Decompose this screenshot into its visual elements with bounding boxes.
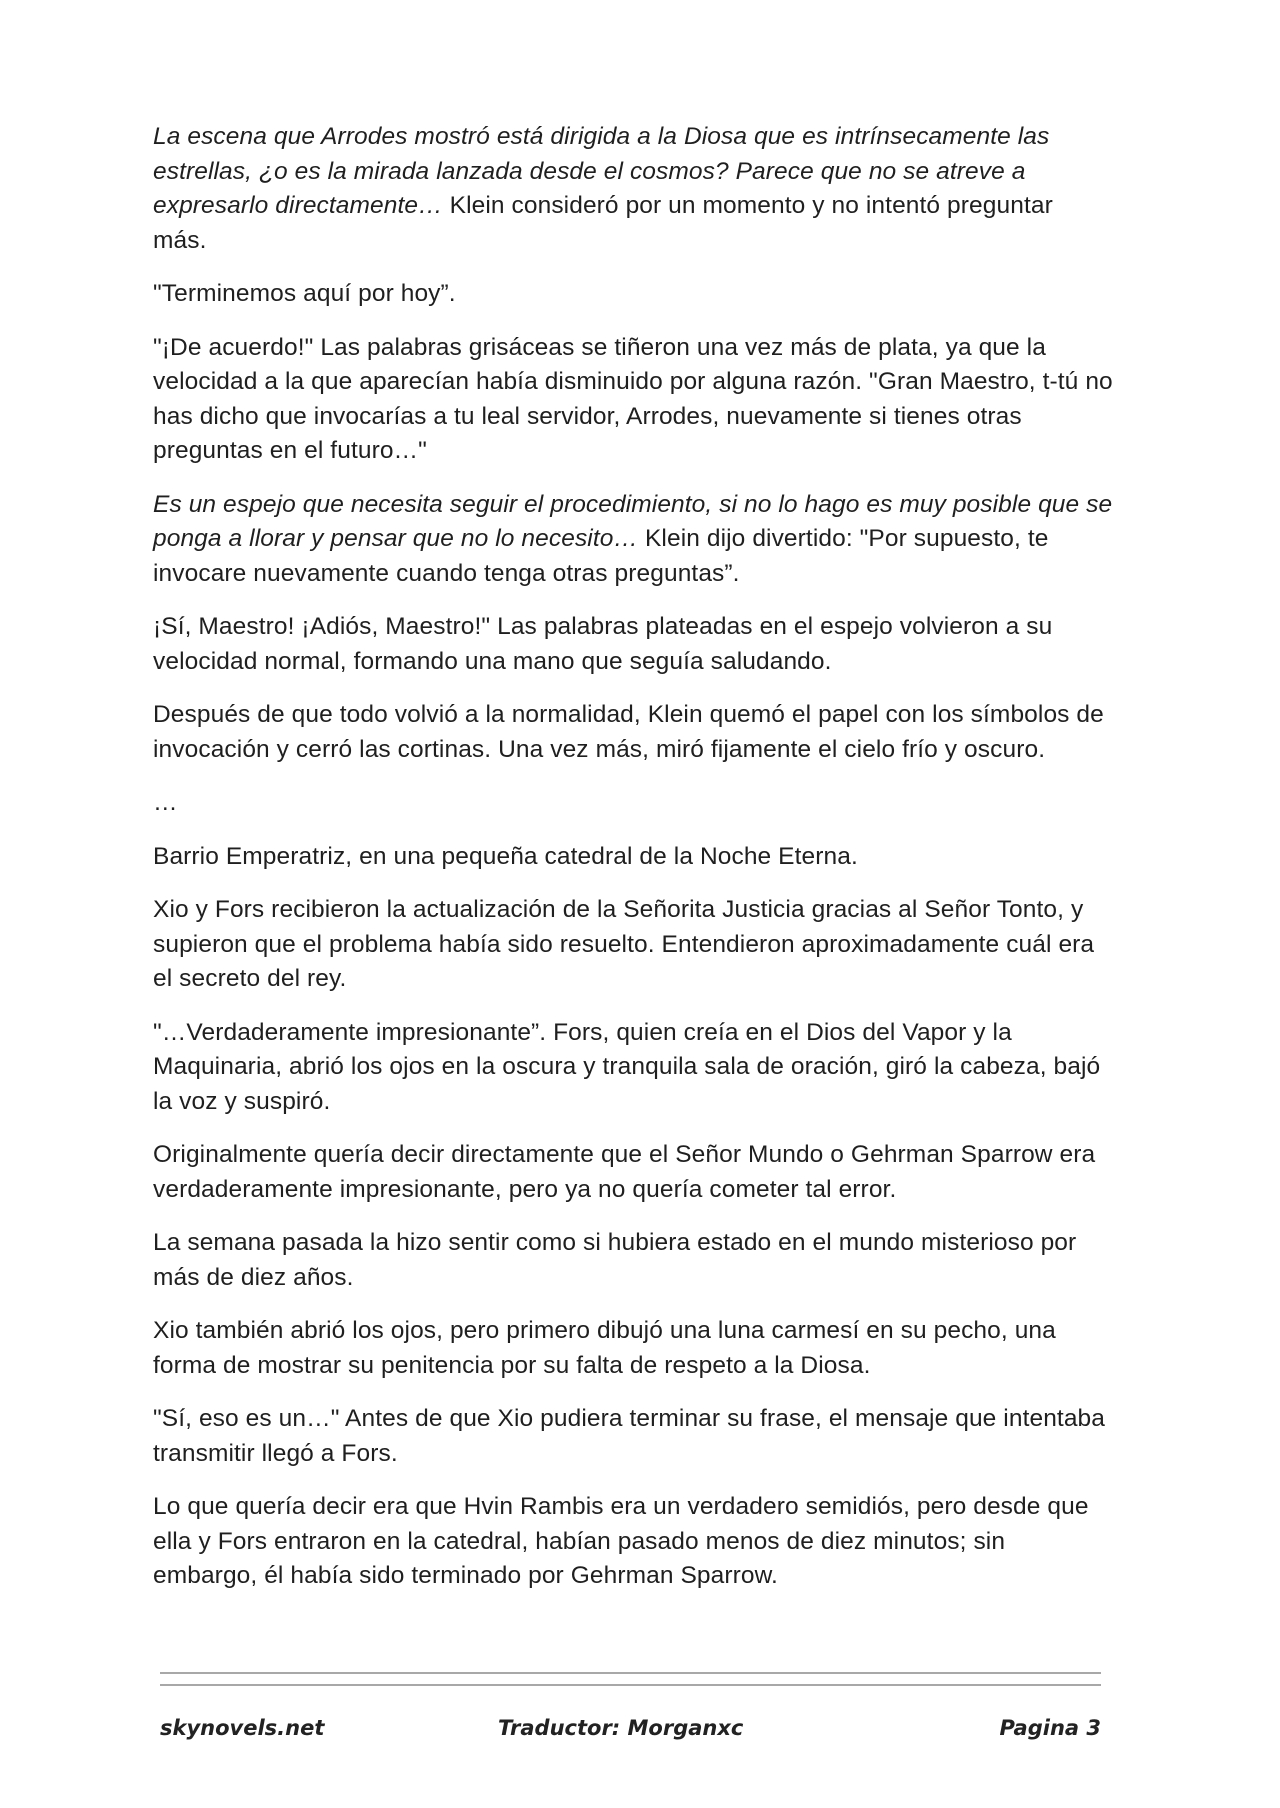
footer-translator: Traductor: Morganxc — [498, 1716, 744, 1740]
paragraph-6 — [153, 698, 1113, 767]
paragraph-10 — [153, 1016, 1113, 1120]
paragraph-8-text: Barrio Emperatriz, en una pequeña catedral de la Noche Eterna. — [153, 842, 858, 870]
paragraph-2-text: "Terminemos aquí por hoy”. — [153, 280, 456, 307]
paragraph-13 — [153, 1314, 1113, 1383]
paragraph-9-text: Xio y Fors recibieron la actualización de la Señorita Justicia gracias al Señor Tonto, y supieron que el problema había sido resuelto. Entendieron aproximadamente cuál era el secreto del rey. — [153, 896, 1095, 992]
paragraph-1 — [153, 120, 1113, 258]
footer-divider-bottom — [160, 1684, 1101, 1686]
paragraph-11-text: Originalmente quería decir directamente que el Señor Mundo o Gehrman Sparrow era verdaderamente impresionante, pero ya no quería cometer tal error. — [153, 1141, 1096, 1203]
document-body — [153, 120, 1113, 1613]
paragraph-7-text: … — [153, 789, 178, 816]
paragraph-4-italic: Es un espejo que necesita seguir el procedimiento, si no lo hago es muy posible que se ponga a llorar y pensar que no lo necesito… — [153, 490, 1113, 552]
paragraph-15 — [153, 1490, 1113, 1594]
paragraph-1-text: Klein consideró por un momento y no intentó preguntar más. — [153, 192, 1053, 254]
paragraph-9 — [153, 893, 1113, 997]
paragraph-12 — [153, 1226, 1113, 1295]
paragraph-5-text: ¡Sí, Maestro! ¡Adiós, Maestro!" Las palabras plateadas en el espejo volvieron a su velocidad normal, formando una mano que seguía saludando. — [153, 613, 1053, 675]
paragraph-12-text: La semana pasada la hizo sentir como si hubiera estado en el mundo misterioso por más de diez años. — [153, 1229, 1077, 1291]
paragraph-1-italic: La escena que Arrodes mostró está dirigida a la Diosa que es intrínsecamente las estrellas, ¿o es la mirada lanzada desde el cosmos? Parece que no se atreve a expresarlo directamente… — [153, 123, 1050, 219]
paragraph-7-ellipsis — [153, 786, 1113, 821]
paragraph-11 — [153, 1138, 1113, 1207]
paragraph-8 — [153, 840, 1113, 875]
paragraph-5 — [153, 610, 1113, 679]
paragraph-2 — [153, 277, 1113, 312]
paragraph-14 — [153, 1402, 1113, 1471]
paragraph-14-text: "Sí, eso es un…" Antes de que Xio pudiera terminar su frase, el mensaje que intentaba transmitir llegó a Fors. — [153, 1405, 1106, 1467]
footer-page-number: Pagina 3 — [999, 1716, 1101, 1740]
paragraph-3 — [153, 331, 1113, 469]
page-footer — [160, 1716, 1101, 1750]
paragraph-6-text: Después de que todo volvió a la normalidad, Klein quemó el papel con los símbolos de invocación y cerró las cortinas. Una vez más, miró fijamente el cielo frío y oscuro. — [153, 701, 1104, 763]
footer-site: skynovels.net — [160, 1716, 325, 1740]
paragraph-4-text: Klein dijo divertido: "Por supuesto, te invocare nuevamente cuando tenga otras preguntas”. — [153, 525, 1049, 587]
paragraph-10-text: "…Verdaderamente impresionante”. Fors, quien creía en el Dios del Vapor y la Maquinaria, abrió los ojos en la oscura y tranquila sala de oración, giró la cabeza, bajó la voz y suspiró. — [153, 1018, 1101, 1115]
footer-divider-top — [160, 1672, 1101, 1674]
paragraph-13-text: Xio también abrió los ojos, pero primero dibujó una luna carmesí en su pecho, una forma de mostrar su penitencia por su falta de respeto a la Diosa. — [153, 1317, 1056, 1379]
paragraph-3-text: "¡De acuerdo!" Las palabras grisáceas se tiñeron una vez más de plata, ya que la velocidad a la que aparecían había disminuido por alguna razón. "Gran Maestro, t-tú no has dicho que invocarías a tu leal servidor, Arrodes, nuevamente si tienes otras preguntas en el futuro…" — [153, 333, 1113, 464]
paragraph-4 — [153, 488, 1113, 592]
paragraph-15-text: Lo que quería decir era que Hvin Rambis era un verdadero semidiós, pero desde que ella y Fors entraron en la catedral, habían pasado menos de diez minutos; sin embargo, él había sido terminado por Gehrman Sparrow. — [153, 1493, 1089, 1589]
